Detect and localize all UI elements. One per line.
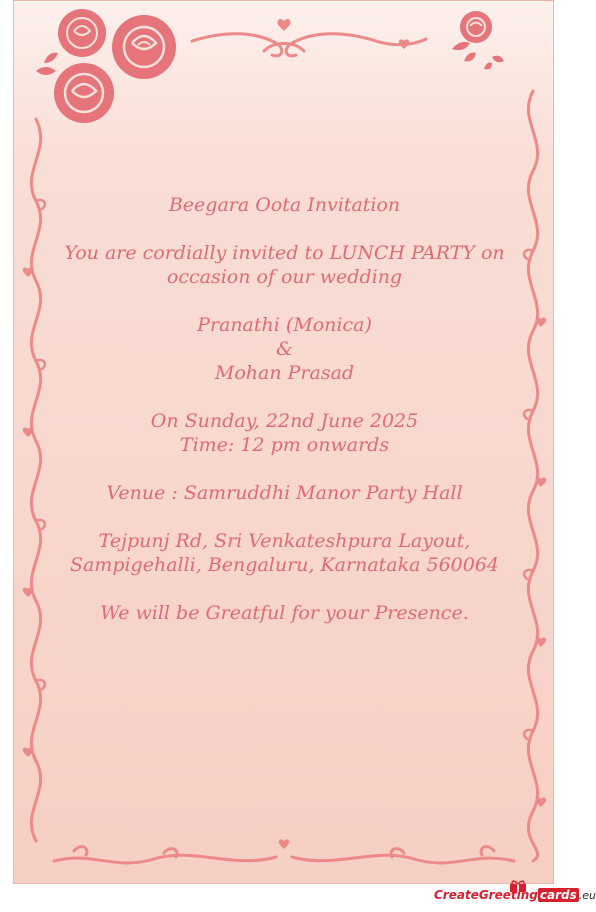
brand-name-part-2: cards	[539, 888, 577, 902]
invitation-message-line-1: You are cordially invited to LUNCH PARTY on	[64, 242, 505, 264]
brand-name-part-1: CreateGreeting	[434, 888, 538, 902]
right-vine	[528, 91, 537, 861]
leaf-icon	[452, 42, 504, 70]
invitation-title: Beegara Oota Invitation	[168, 194, 401, 216]
address-line-1: Tejpunj Rd, Sri Venkateshpura Layout,	[98, 530, 471, 552]
brand-tld: .eu	[578, 889, 596, 902]
event-date: On Sunday, 22nd June 2025	[150, 410, 419, 432]
invitation-card	[13, 0, 554, 884]
rose-icon	[54, 63, 114, 123]
rose-icon	[112, 15, 176, 79]
rose-icon	[460, 11, 492, 43]
brand-text	[434, 888, 596, 902]
leaf-icon	[36, 53, 58, 75]
event-time: Time: 12 pm onwards	[179, 434, 390, 456]
rose-icon	[58, 9, 106, 57]
bride-name: Pranathi (Monica)	[197, 314, 372, 336]
bottom-flourish	[54, 847, 514, 863]
groom-name: Mohan Prasad	[214, 362, 355, 384]
event-venue: Venue : Samruddhi Manor Party Hall	[106, 482, 463, 504]
closing-message: We will be Greatful for your Presence.	[100, 602, 469, 624]
top-flourish	[192, 34, 426, 56]
invitation-message-line-2: occasion of our wedding	[166, 266, 403, 288]
ampersand: &	[276, 338, 293, 360]
address-line-2: Sampigehalli, Bengaluru, Karnataka 560064	[69, 554, 500, 576]
brand-logo[interactable]	[434, 880, 596, 910]
invitation-text	[54, 193, 515, 625]
left-vine	[31, 119, 40, 841]
